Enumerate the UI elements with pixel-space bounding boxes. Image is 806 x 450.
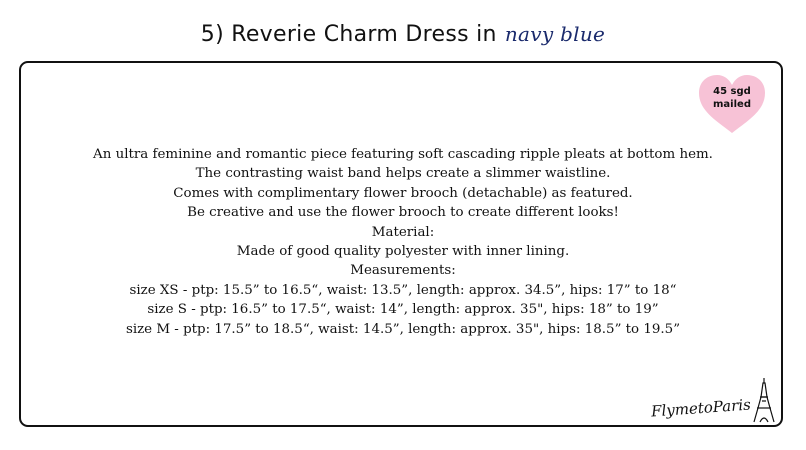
eiffel-tower-icon: [753, 377, 775, 423]
material-heading: Material:: [371, 224, 435, 240]
signature-text: FlymetoParis: [650, 395, 752, 421]
measurements-heading: Measurements:: [350, 263, 456, 279]
title-accent-color: navy blue: [504, 22, 606, 46]
price-text: [697, 85, 767, 111]
title-main: 5) Reverie Charm Dress in: [200, 22, 497, 47]
description-line: Comes with complimentary flower brooch (detachable) as featured.: [173, 185, 633, 201]
size-m-line: size M - ptp: 17.5” to 18.5“, waist: 14.5”, length: approx. 35", hips: 18.5” to 19.5”: [125, 321, 681, 337]
price-note: mailed: [713, 99, 751, 110]
material-line: Made of good quality polyester with inner lining.: [236, 244, 570, 260]
product-card: [19, 61, 783, 427]
size-s-line: size S - ptp: 16.5” to 17.5“, waist: 14”, length: approx. 35", hips: 18” to 19”: [147, 302, 659, 318]
price-badge: [697, 73, 767, 135]
price-amount: 45 sgd: [713, 86, 751, 97]
signature-logo: [651, 371, 775, 423]
description-line: Be creative and use the flower brooch to create different looks!: [187, 205, 619, 221]
description-line: An ultra feminine and romantic piece featuring soft cascading ripple pleats at bottom hem.: [93, 147, 713, 162]
product-description: [21, 145, 785, 339]
description-line: The contrasting waist band helps create a slimmer waistline.: [195, 166, 611, 182]
page-title: [0, 22, 806, 47]
size-xs-line: size XS - ptp: 15.5” to 16.5“, waist: 13.5”, length: approx. 34.5”, hips: 17” to 18“: [129, 282, 677, 298]
